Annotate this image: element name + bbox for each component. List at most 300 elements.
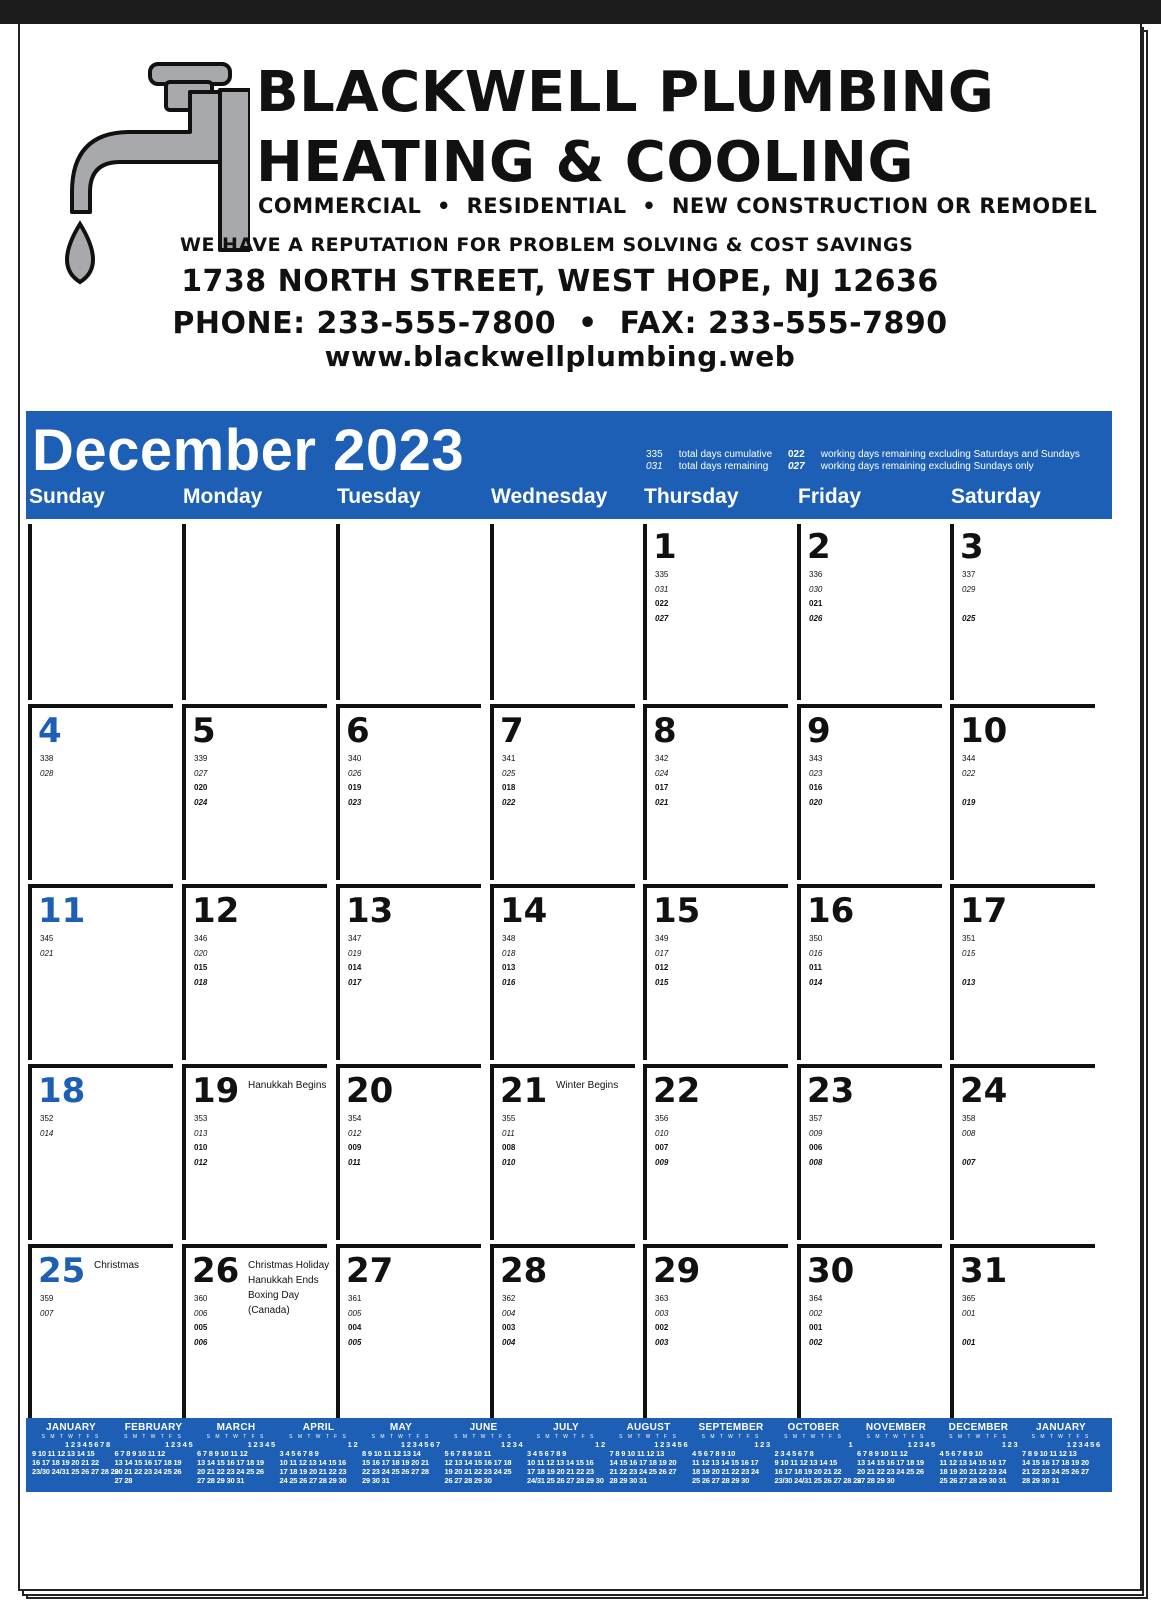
counter-b: 028 — [40, 768, 54, 778]
day-cell-10[interactable] — [950, 704, 1095, 880]
counter-e: 012 — [194, 1157, 208, 1167]
day-number: 23 — [807, 1071, 855, 1111]
day-cell-1[interactable] — [643, 524, 788, 700]
mini-week-row: 5 6 7 8 9 10 11 — [444, 1449, 492, 1458]
mini-week-row: 16 17 18 19 20 21 22 — [774, 1467, 842, 1476]
mini-week-row: 13 14 15 16 17 18 19 — [197, 1458, 264, 1467]
month-title: December 2023 — [32, 418, 465, 483]
day-cell-16[interactable] — [797, 884, 942, 1060]
counter-a: 349 — [655, 934, 669, 943]
counter-a: 344 — [962, 754, 976, 763]
counter-c: 003 — [502, 1323, 516, 1332]
counter-b: 022 — [962, 768, 976, 778]
counter-a: 336 — [809, 570, 823, 579]
legend-working2-label: working days remaining excluding Sundays only — [820, 461, 1034, 472]
day-number: 28 — [500, 1251, 548, 1291]
counter-b: 014 — [40, 1128, 54, 1138]
mini-month-name: SEPTEMBER — [698, 1422, 764, 1433]
mini-week-row: 16 17 18 19 20 21 22 — [32, 1458, 99, 1467]
mini-weekday-letters: S M T W T F S — [206, 1434, 266, 1440]
counter-a: 358 — [962, 1114, 976, 1123]
mini-week-row: 18 19 20 21 22 23 24 — [939, 1467, 1007, 1476]
mini-calendar-july — [527, 1422, 605, 1485]
counter-c: 007 — [655, 1143, 669, 1152]
counter-c: 008 — [502, 1143, 516, 1152]
mini-calendar-may — [362, 1422, 440, 1485]
counter-c: 011 — [809, 963, 822, 972]
counter-e: 013 — [962, 977, 976, 987]
day-number: 12 — [192, 891, 240, 931]
day-counters — [348, 752, 361, 810]
counter-b: 029 — [962, 584, 976, 594]
day-cell-29[interactable] — [643, 1244, 788, 1420]
counter-c — [40, 1141, 53, 1156]
day-counters — [655, 932, 668, 990]
weekday-monday: Monday — [183, 485, 263, 508]
year-at-a-glance-bar — [26, 1418, 1112, 1492]
day-number: 30 — [807, 1251, 855, 1291]
counter-b: 019 — [348, 948, 362, 958]
day-number: 10 — [960, 711, 1008, 751]
day-number: 5 — [192, 711, 216, 751]
counter-e: 025 — [962, 613, 976, 623]
mini-week-row: 23/30 24/31 25 26 27 28 29 — [774, 1476, 862, 1485]
counter-a: 339 — [194, 754, 208, 763]
legend-cumulative — [646, 449, 772, 460]
mini-week-row: 15 16 17 18 19 20 21 — [362, 1458, 429, 1467]
counter-c: 021 — [809, 599, 823, 608]
day-cell-27[interactable] — [336, 1244, 481, 1420]
day-number: 18 — [38, 1071, 86, 1111]
mini-week-row: 27 28 — [114, 1476, 133, 1485]
mini-weekday-letters: S M T W T F S — [454, 1434, 513, 1440]
mini-month-name: JANUARY — [1035, 1422, 1087, 1433]
day-cell-15[interactable] — [643, 884, 788, 1060]
counter-b: 030 — [809, 584, 823, 594]
day-number: 13 — [346, 891, 394, 931]
mini-week-row: 28 29 30 31 — [1022, 1476, 1060, 1485]
holiday-note — [94, 1258, 139, 1273]
phone-fax-line: PHONE: 233-555-7800 • FAX: 233-555-7890 — [172, 306, 948, 341]
counter-b: 008 — [962, 1128, 976, 1138]
day-number: 19 — [192, 1071, 240, 1111]
holiday-label: Christmas — [94, 1260, 140, 1271]
day-counters — [809, 1292, 822, 1350]
day-counters — [40, 752, 53, 810]
mini-calendar-march — [197, 1422, 275, 1485]
day-cell-22[interactable] — [643, 1064, 788, 1240]
mini-week-row: 26 27 28 29 30 — [444, 1476, 492, 1485]
counter-b: 023 — [809, 768, 823, 778]
counter-e: 017 — [348, 977, 362, 987]
counter-b: 015 — [962, 948, 976, 958]
counter-a: 363 — [655, 1294, 669, 1303]
mini-calendar-september — [692, 1422, 770, 1485]
counter-e: 016 — [502, 977, 516, 987]
mini-week-row: 3 4 5 6 7 8 9 — [527, 1449, 567, 1458]
day-cell-3[interactable] — [950, 524, 1095, 700]
counter-e: 004 — [502, 1337, 516, 1347]
mini-week-row: 8 9 10 11 12 13 14 — [362, 1449, 421, 1458]
mini-weekday-letters: S M T W T F S — [619, 1434, 678, 1440]
counter-a: 357 — [809, 1114, 823, 1123]
mini-week-row: 25 26 27 28 29 30 — [692, 1476, 750, 1485]
day-cell-13[interactable] — [336, 884, 481, 1060]
counter-e: 018 — [194, 977, 208, 987]
mini-week-row: 6 7 8 9 10 11 12 — [857, 1449, 908, 1458]
counter-a: 348 — [502, 934, 516, 943]
day-number: 14 — [500, 891, 548, 931]
day-number: 17 — [960, 891, 1008, 931]
counter-c: 012 — [655, 963, 669, 972]
mini-month-name: FEBRUARY — [124, 1422, 183, 1433]
day-cell-8[interactable] — [643, 704, 788, 880]
mini-week-row: 1 2 3 4 5 — [165, 1440, 193, 1449]
counter-e: 026 — [809, 613, 823, 623]
day-counters — [502, 1292, 515, 1350]
counter-b: 025 — [502, 768, 516, 778]
day-counters — [655, 1112, 668, 1170]
holiday-label: Hanukkah Ends — [248, 1275, 319, 1286]
counter-a: 338 — [40, 754, 54, 763]
counter-b: 027 — [194, 768, 208, 778]
day-counters — [348, 932, 361, 990]
mini-week-row: 20 21 22 23 24 25 26 — [197, 1467, 264, 1476]
counter-b: 010 — [655, 1128, 669, 1138]
counter-e: 002 — [809, 1337, 823, 1347]
mini-week-row: 4 5 6 7 8 9 10 — [939, 1449, 983, 1458]
mini-month-name: NOVEMBER — [865, 1422, 927, 1433]
day-counters — [655, 568, 668, 626]
day-counters — [502, 932, 515, 990]
day-counters — [194, 932, 207, 990]
mini-weekday-letters: S M T W T F S — [701, 1434, 761, 1440]
holiday-label: Winter Begins — [556, 1080, 619, 1091]
empty-cell — [490, 524, 635, 700]
counter-e: 010 — [502, 1157, 516, 1167]
counter-b: 021 — [40, 948, 54, 958]
day-counters — [809, 1112, 822, 1170]
counter-c: 010 — [194, 1143, 208, 1152]
counter-a: 346 — [194, 934, 208, 943]
mini-weekday-letters: S M T W T F S — [536, 1434, 596, 1440]
day-counters — [348, 1112, 361, 1170]
day-counters — [194, 1112, 207, 1170]
mini-week-row: 6 7 8 9 10 11 12 — [197, 1449, 248, 1458]
weekday-wednesday: Wednesday — [491, 485, 608, 508]
counter-a: 351 — [962, 934, 976, 943]
mini-week-row: 1 2 3 4 5 6 7 8 — [65, 1440, 110, 1449]
weekday-sunday: Sunday — [29, 485, 105, 508]
mini-weekday-letters: S M T W T F S — [289, 1434, 348, 1440]
weekday-thursday: Thursday — [644, 485, 739, 508]
mini-weekday-letters: S M T W T F S — [866, 1434, 926, 1440]
counter-c — [962, 961, 975, 976]
mini-week-row: 3 4 5 6 7 8 9 — [279, 1449, 319, 1458]
counter-a: 343 — [809, 754, 823, 763]
counter-b: 006 — [194, 1308, 208, 1318]
holiday-label: Hanukkah Begins — [248, 1080, 327, 1091]
day-cell-18[interactable] — [28, 1064, 173, 1240]
day-counters — [40, 932, 53, 990]
day-number: 11 — [38, 891, 86, 931]
day-cell-23[interactable] — [797, 1064, 942, 1240]
day-cell-17[interactable] — [950, 884, 1095, 1060]
counter-e: 008 — [809, 1157, 823, 1167]
mini-week-row: 7 8 9 10 11 12 13 — [609, 1449, 665, 1458]
day-cell-2[interactable] — [797, 524, 942, 700]
counter-a: 337 — [962, 570, 976, 579]
counter-c: 001 — [809, 1323, 823, 1332]
weekday-friday: Friday — [798, 485, 862, 508]
day-number: 9 — [807, 711, 831, 751]
day-counters — [502, 1112, 515, 1170]
holiday-note — [248, 1078, 326, 1093]
day-counters — [502, 752, 515, 810]
counter-c: 020 — [194, 783, 208, 792]
mini-calendar-june — [445, 1422, 523, 1485]
day-counters — [809, 932, 822, 990]
counter-c — [962, 781, 975, 796]
counter-e: 014 — [809, 977, 823, 987]
mini-week-row: 28 29 30 31 — [609, 1476, 647, 1485]
mini-week-row: 9 10 11 12 13 14 15 — [32, 1449, 95, 1458]
day-cell-30[interactable] — [797, 1244, 942, 1420]
counter-b: 020 — [194, 948, 208, 958]
mini-week-row: 10 11 12 13 14 15 16 — [527, 1458, 594, 1467]
mini-week-row: 27 28 29 30 31 — [197, 1476, 245, 1485]
mini-week-row: 14 15 16 17 18 19 20 — [1022, 1458, 1089, 1467]
counter-a: 342 — [655, 754, 669, 763]
counter-c: 002 — [655, 1323, 669, 1332]
counter-c — [40, 1321, 53, 1336]
mini-week-row: 11 12 13 14 15 16 17 — [692, 1458, 759, 1467]
counter-a: 364 — [809, 1294, 823, 1303]
mini-month-name: JUNE — [469, 1422, 498, 1433]
day-cell-24[interactable] — [950, 1064, 1095, 1240]
counter-b: 017 — [655, 948, 669, 958]
mini-week-row: 1 2 — [595, 1440, 605, 1449]
legend-working-days — [788, 449, 1080, 460]
counter-c: 004 — [348, 1323, 362, 1332]
day-cell-19[interactable] — [182, 1064, 327, 1240]
mini-week-row: 10 11 12 13 14 15 16 — [279, 1458, 346, 1467]
day-counters — [40, 1112, 53, 1170]
counter-b: 024 — [655, 768, 669, 778]
counter-e: 006 — [194, 1337, 208, 1347]
mini-week-row: 24 25 26 27 28 29 30 — [279, 1476, 347, 1485]
mini-week-row: 20 21 22 23 24 25 26 — [114, 1467, 182, 1476]
day-counters — [655, 752, 668, 810]
counter-e — [40, 976, 53, 991]
day-cell-28[interactable] — [490, 1244, 635, 1420]
mini-week-row: 1 2 3 — [1001, 1440, 1018, 1449]
legend-cumulative-label: total days cumulative — [678, 449, 773, 460]
mini-weekday-letters: S M T W T F S — [124, 1434, 183, 1440]
empty-cell — [336, 524, 481, 700]
day-counters — [962, 1112, 975, 1170]
counter-e: 019 — [962, 797, 976, 807]
counter-b: 001 — [962, 1308, 976, 1318]
counter-e: 024 — [194, 797, 208, 807]
counter-c: 016 — [809, 783, 823, 792]
legend-working2-number: 027 — [788, 461, 805, 472]
counter-b: 016 — [809, 948, 823, 958]
counter-e — [40, 796, 53, 811]
day-cell-11[interactable] — [28, 884, 173, 1060]
day-cell-7[interactable] — [490, 704, 635, 880]
mini-week-row: 14 15 16 17 18 19 20 — [609, 1458, 677, 1467]
day-cell-4[interactable] — [28, 704, 173, 880]
holiday-label: Boxing Day — [248, 1290, 300, 1301]
counter-a: 360 — [194, 1294, 208, 1303]
counter-b: 026 — [348, 768, 362, 778]
counter-e: 021 — [655, 797, 669, 807]
address: 1738 NORTH STREET, WEST HOPE, NJ 12636 — [181, 264, 939, 299]
day-cell-26[interactable] — [182, 1244, 330, 1420]
month-header-bar — [26, 411, 1112, 519]
counter-b: 002 — [809, 1308, 823, 1318]
weekday-tuesday: Tuesday — [337, 485, 421, 508]
counter-e: 020 — [809, 797, 823, 807]
counter-a: 365 — [962, 1294, 976, 1303]
day-counters — [655, 1292, 668, 1350]
day-counters — [40, 1292, 53, 1350]
day-cell-14[interactable] — [490, 884, 635, 1060]
day-counters — [962, 932, 975, 990]
legend-remaining-label: total days remaining — [678, 461, 769, 472]
counter-c — [40, 961, 53, 976]
day-cell-9[interactable] — [797, 704, 942, 880]
counter-c: 017 — [655, 783, 669, 792]
mini-week-row: 19 20 21 22 23 24 25 — [444, 1467, 512, 1476]
mini-week-row: 17 18 19 20 21 22 23 — [279, 1467, 347, 1476]
counter-c: 014 — [348, 963, 362, 972]
mini-weekday-letters: S M T W T F S — [949, 1434, 1008, 1440]
day-counters — [809, 568, 822, 626]
day-number: 4 — [38, 711, 62, 751]
counter-b: 004 — [502, 1308, 516, 1318]
mini-calendar-august — [610, 1422, 688, 1485]
holiday-note — [556, 1078, 618, 1093]
counter-a: 340 — [348, 754, 362, 763]
mini-week-row: 24/31 25 26 27 28 29 30 — [527, 1476, 604, 1485]
binding-strip — [0, 0, 1161, 24]
counter-a: 356 — [655, 1114, 669, 1123]
day-counters — [194, 1292, 207, 1350]
mini-week-row: 23/30 24/31 25 26 27 28 29 — [32, 1467, 119, 1476]
counter-a: 355 — [502, 1114, 516, 1123]
day-number: 27 — [346, 1251, 394, 1291]
counter-c: 015 — [194, 963, 208, 972]
day-number: 8 — [653, 711, 677, 751]
holiday-label: (Canada) — [248, 1305, 290, 1316]
tagline: WE HAVE A REPUTATION FOR PROBLEM SOLVING & COST SAVINGS — [180, 234, 914, 256]
mini-weekday-letters: S M T W T F S — [784, 1434, 843, 1440]
day-number: 7 — [500, 711, 524, 751]
day-counters — [348, 1292, 361, 1350]
counter-c: 022 — [655, 599, 669, 608]
counter-b: 005 — [348, 1308, 362, 1318]
day-cell-12[interactable] — [182, 884, 327, 1060]
counter-b: 012 — [348, 1128, 362, 1138]
day-number: 29 — [653, 1251, 701, 1291]
day-counters — [962, 568, 975, 626]
counter-c — [40, 781, 53, 796]
legend-working-days-sundays — [788, 461, 1034, 472]
mini-weekday-letters: S M T W T F S — [371, 1434, 431, 1440]
legend-remaining — [646, 461, 768, 472]
holiday-label: Christmas Holiday — [248, 1260, 330, 1271]
day-cell-31[interactable] — [950, 1244, 1095, 1420]
day-counters — [194, 752, 207, 810]
legend-cumulative-number: 335 — [646, 449, 663, 460]
day-number: 25 — [38, 1251, 86, 1291]
mini-week-row: 1 2 3 — [754, 1440, 770, 1449]
mini-week-row: 11 12 13 14 15 16 17 — [939, 1458, 1006, 1467]
day-number: 2 — [807, 527, 831, 567]
day-cell-20[interactable] — [336, 1064, 481, 1240]
counter-e: 009 — [655, 1157, 669, 1167]
mini-week-row: 1 — [848, 1440, 853, 1449]
counter-b: 018 — [502, 948, 516, 958]
counter-e: 011 — [348, 1157, 361, 1167]
day-cell-21[interactable] — [490, 1064, 635, 1240]
mini-week-row: 17 18 19 20 21 22 23 — [527, 1467, 594, 1476]
mini-week-row: 27 28 29 30 — [857, 1476, 895, 1485]
mini-week-row: 1 2 3 4 5 6 — [654, 1440, 688, 1449]
holiday-note — [248, 1258, 329, 1318]
counter-e: 015 — [655, 977, 669, 987]
mini-month-name: JANUARY — [45, 1422, 97, 1433]
mini-calendar-november — [857, 1422, 935, 1485]
legend-remaining-number: 031 — [646, 461, 663, 472]
empty-cell — [182, 524, 327, 700]
counter-e: 022 — [502, 797, 516, 807]
day-cell-25[interactable] — [28, 1244, 173, 1420]
mini-week-row: 1 2 3 4 5 6 7 — [400, 1440, 440, 1449]
day-number: 3 — [960, 527, 984, 567]
mini-calendar-april — [280, 1422, 358, 1485]
counter-a: 353 — [194, 1114, 208, 1123]
weekday-saturday: Saturday — [951, 485, 1041, 508]
mini-week-row: 1 2 3 4 5 — [907, 1440, 935, 1449]
mini-week-row: 22 23 24 25 26 27 28 — [362, 1467, 429, 1476]
day-counters — [809, 752, 822, 810]
mini-week-row: 1 2 3 4 — [500, 1440, 523, 1449]
counter-b: 011 — [502, 1128, 515, 1138]
mini-month-name: JULY — [553, 1422, 579, 1433]
counter-b: 031 — [655, 584, 669, 594]
day-cell-6[interactable] — [336, 704, 481, 880]
day-number: 1 — [653, 527, 677, 567]
counter-b: 003 — [655, 1308, 669, 1318]
counter-e — [40, 1336, 53, 1351]
mini-calendar-february — [115, 1422, 193, 1485]
counter-c: 019 — [348, 783, 362, 792]
mini-week-row: 1 2 3 4 5 — [247, 1440, 275, 1449]
mini-weekday-letters: S M T W T F S — [41, 1434, 101, 1440]
counter-c — [962, 1141, 975, 1156]
mini-month-name: MARCH — [216, 1422, 256, 1433]
mini-week-row: 13 14 15 16 17 18 19 — [114, 1458, 182, 1467]
counter-c: 006 — [809, 1143, 823, 1152]
counter-a: 341 — [502, 754, 516, 763]
empty-cell — [28, 524, 173, 700]
mini-week-row: 13 14 15 16 17 18 19 — [857, 1458, 924, 1467]
day-number: 22 — [653, 1071, 701, 1111]
day-cell-5[interactable] — [182, 704, 327, 880]
